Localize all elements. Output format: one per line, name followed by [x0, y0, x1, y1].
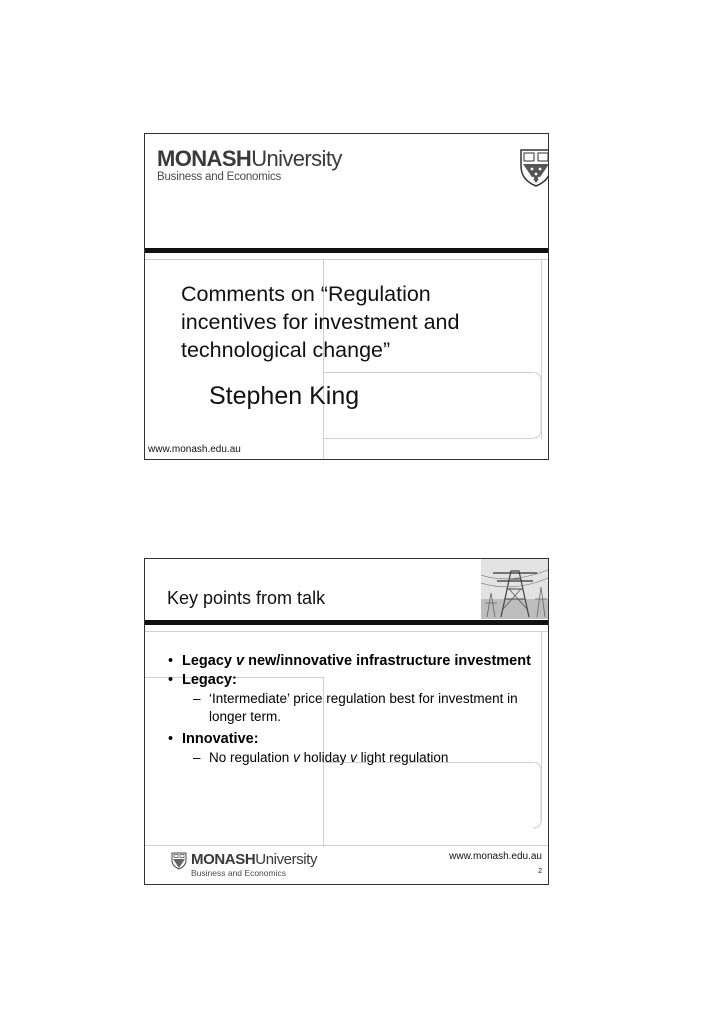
sub-bullet-versus: v [350, 750, 357, 765]
bullet-legacy [165, 671, 535, 690]
bullet-text: Legacy: [182, 672, 237, 688]
bullet-list [165, 652, 535, 767]
sub-bullet-text: No regulation [209, 750, 294, 765]
sub-bullet-text: light regulation [356, 750, 449, 765]
guide-line [145, 845, 548, 846]
guide-line [323, 372, 533, 373]
bullet-legacy-vs-new [165, 652, 535, 671]
guide-curve [525, 372, 545, 442]
university-crest-icon [519, 148, 549, 188]
guide-line [145, 259, 548, 260]
author-name: Stephen King [209, 382, 360, 410]
bullet-innovative [165, 730, 535, 749]
slide-heading: Key points from talk [167, 588, 326, 608]
sub-bullet-intermediate: – ‘Intermediate’ price regulation best for investment in longer term. [193, 691, 518, 724]
sub-bullet-text: holiday [299, 750, 351, 765]
footer-crest-icon [171, 852, 187, 870]
footer-url[interactable]: www.monash.edu.au [449, 851, 542, 862]
bullet-versus: v [236, 653, 245, 669]
footer-brand-bold: MONASH [191, 851, 256, 868]
page-number: 2 [538, 868, 542, 875]
sub-bullet-regulation: – No regulation v holiday v light regulation [193, 750, 449, 765]
brand-light: University [251, 146, 342, 171]
guide-line [323, 438, 533, 439]
brand-subtitle: Business and Economics [157, 171, 282, 183]
header-divider [145, 248, 548, 253]
slide-title [144, 133, 549, 460]
bullet-text: new/innovative infrastructure investment [244, 653, 531, 669]
footer-url[interactable]: www.monash.edu.au [148, 444, 241, 455]
sub-bullet-versus: v [293, 750, 300, 765]
bullet-text: Innovative: [182, 731, 259, 747]
bullet-text: Legacy [182, 653, 236, 669]
guide-curve [525, 762, 545, 832]
footer-brand-subtitle: Business and Economics [191, 868, 286, 878]
presentation-title: Comments on “Regulation incentives for investment and technological change” [181, 282, 460, 362]
monash-logo [157, 148, 342, 170]
header-divider [145, 620, 548, 625]
guide-line [145, 631, 548, 632]
footer-monash-logo [191, 852, 317, 868]
brand-bold: MONASH [157, 146, 252, 171]
slide-key-points [144, 558, 549, 885]
sub-bullet-text: ‘Intermediate’ price regulation best for investment in longer term. [209, 691, 518, 724]
power-pylon-image [481, 559, 549, 619]
footer-brand-light: University [255, 851, 318, 868]
